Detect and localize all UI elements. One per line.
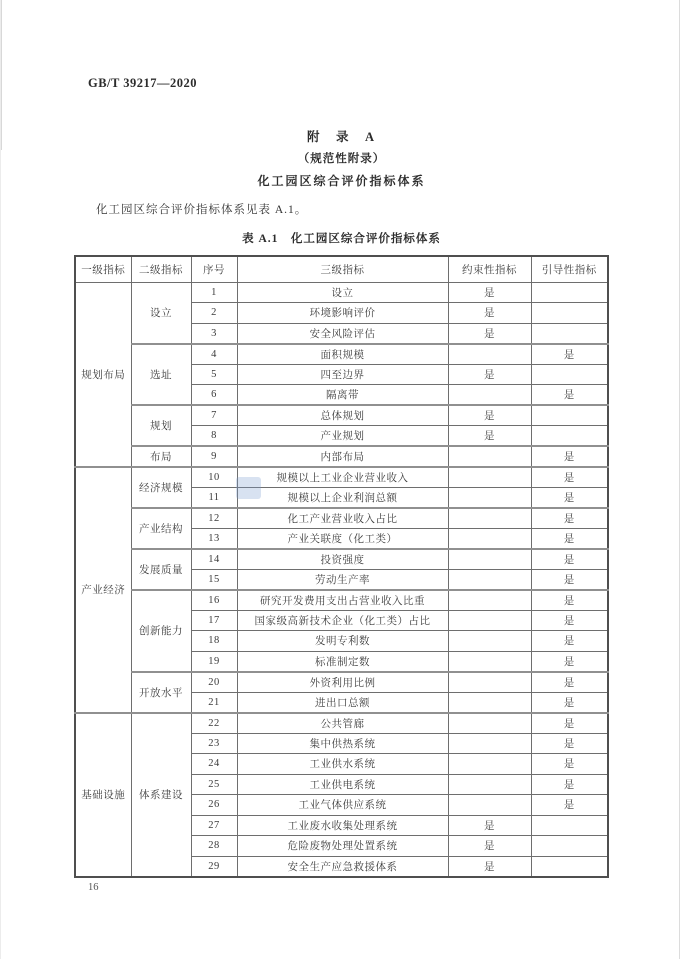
table-caption: 表 A.1 化工园区综合评价指标体系 (242, 233, 441, 245)
cell-level2-indicator: 创新能力 (131, 590, 191, 672)
intro-paragraph: 化工园区综合评价指标体系见表 A.1。 (96, 204, 308, 216)
cell-row-number: 19 (191, 651, 237, 672)
page-number: 16 (88, 882, 99, 893)
cell-constraint-flag (448, 795, 531, 816)
appendix-heading-block (0, 131, 683, 187)
cell-row-number: 24 (191, 754, 237, 775)
cell-row-number: 14 (191, 549, 237, 570)
header-no: 序号 (191, 256, 237, 282)
cell-constraint-flag (448, 508, 531, 529)
cell-row-number: 28 (191, 836, 237, 857)
header-level2: 二级指标 (131, 256, 191, 282)
cell-constraint-flag (448, 590, 531, 611)
cell-guiding-flag: 是 (531, 344, 608, 365)
header-constraint: 约束性指标 (448, 256, 531, 282)
cell-level3-indicator: 四至边界 (237, 364, 448, 385)
cell-level3-indicator: 产业规划 (237, 426, 448, 447)
cell-level3-indicator: 工业气体供应系统 (237, 795, 448, 816)
standard-number: GB/T 39217—2020 (88, 76, 198, 90)
cell-constraint-flag (448, 549, 531, 570)
cell-level2-indicator: 布局 (131, 446, 191, 467)
header-level3: 三级指标 (237, 256, 448, 282)
cell-level3-indicator: 内部布局 (237, 446, 448, 467)
cell-guiding-flag (531, 426, 608, 447)
cell-row-number: 5 (191, 364, 237, 385)
cell-level3-indicator: 化工产业营业收入占比 (237, 508, 448, 529)
cell-guiding-flag (531, 815, 608, 836)
cell-constraint-flag (448, 528, 531, 549)
cell-row-number: 10 (191, 467, 237, 488)
cell-row-number: 9 (191, 446, 237, 467)
cell-constraint-flag (448, 487, 531, 508)
cell-level2-indicator: 规划 (131, 405, 191, 446)
cell-guiding-flag (531, 405, 608, 426)
cell-row-number: 1 (191, 282, 237, 303)
cell-level2-indicator: 设立 (131, 282, 191, 344)
cell-row-number: 25 (191, 774, 237, 795)
cell-level2-indicator: 发展质量 (131, 549, 191, 590)
cell-level3-indicator: 设立 (237, 282, 448, 303)
appendix-title: 附 录 A (306, 130, 377, 144)
cell-level3-indicator: 劳动生产率 (237, 569, 448, 590)
cell-row-number: 29 (191, 856, 237, 877)
table-row (75, 672, 608, 693)
cell-level3-indicator: 国家级高新技术企业（化工类）占比 (237, 610, 448, 631)
cell-guiding-flag: 是 (531, 610, 608, 631)
cell-row-number: 18 (191, 631, 237, 652)
cell-guiding-flag: 是 (531, 467, 608, 488)
cell-constraint-flag (448, 692, 531, 713)
cell-level1-indicator: 基础设施 (75, 713, 131, 877)
appendix-section-heading: 化工园区综合评价指标体系 (257, 174, 426, 188)
cell-level3-indicator: 研究开发费用支出占营业收入比重 (237, 590, 448, 611)
cell-constraint-flag (448, 467, 531, 488)
cell-level3-indicator: 工业废水收集处理系统 (237, 815, 448, 836)
cell-guiding-flag: 是 (531, 795, 608, 816)
cell-level3-indicator: 发明专利数 (237, 631, 448, 652)
cell-guiding-flag: 是 (531, 631, 608, 652)
cell-row-number: 13 (191, 528, 237, 549)
cell-level3-indicator: 外资利用比例 (237, 672, 448, 693)
cell-level2-indicator: 经济规模 (131, 467, 191, 508)
table-row (75, 713, 608, 734)
table-row (75, 590, 608, 611)
cell-guiding-flag (531, 323, 608, 344)
table-row (75, 446, 608, 467)
table-row (75, 405, 608, 426)
cell-constraint-flag (448, 651, 531, 672)
cell-guiding-flag: 是 (531, 774, 608, 795)
cell-level3-indicator: 安全生产应急救援体系 (237, 856, 448, 877)
cell-row-number: 6 (191, 385, 237, 406)
cell-row-number: 27 (191, 815, 237, 836)
cell-constraint-flag (448, 754, 531, 775)
cell-level2-indicator: 选址 (131, 344, 191, 406)
cell-guiding-flag: 是 (531, 487, 608, 508)
cell-level3-indicator: 安全风险评估 (237, 323, 448, 344)
cell-constraint-flag: 是 (448, 856, 531, 877)
cell-constraint-flag (448, 774, 531, 795)
cell-guiding-flag: 是 (531, 569, 608, 590)
cell-constraint-flag: 是 (448, 815, 531, 836)
cell-level1-indicator: 规划布局 (75, 282, 131, 467)
table-row (75, 282, 608, 303)
cell-level3-indicator: 投资强度 (237, 549, 448, 570)
cell-guiding-flag (531, 282, 608, 303)
cell-row-number: 26 (191, 795, 237, 816)
cell-constraint-flag (448, 733, 531, 754)
cell-level1-indicator: 产业经济 (75, 467, 131, 713)
cell-constraint-flag: 是 (448, 303, 531, 324)
cell-row-number: 16 (191, 590, 237, 611)
cell-constraint-flag (448, 631, 531, 652)
cell-row-number: 7 (191, 405, 237, 426)
cell-guiding-flag: 是 (531, 549, 608, 570)
cell-guiding-flag: 是 (531, 590, 608, 611)
table-header-row (75, 256, 608, 282)
cell-row-number: 20 (191, 672, 237, 693)
cell-row-number: 23 (191, 733, 237, 754)
cell-level2-indicator: 产业结构 (131, 508, 191, 549)
indicator-table (74, 255, 609, 878)
cell-level3-indicator: 工业供水系统 (237, 754, 448, 775)
cell-guiding-flag: 是 (531, 508, 608, 529)
cell-constraint-flag: 是 (448, 836, 531, 857)
cell-level3-indicator: 工业供电系统 (237, 774, 448, 795)
cell-row-number: 11 (191, 487, 237, 508)
cell-level3-indicator: 公共管廊 (237, 713, 448, 734)
cell-level3-indicator: 产业关联度（化工类） (237, 528, 448, 549)
cell-constraint-flag: 是 (448, 426, 531, 447)
table-row (75, 344, 608, 365)
cell-level3-indicator: 隔离带 (237, 385, 448, 406)
cell-level3-indicator: 规模以上工业企业营业收入 (237, 467, 448, 488)
cell-guiding-flag (531, 364, 608, 385)
cell-level3-indicator: 总体规划 (237, 405, 448, 426)
cell-guiding-flag: 是 (531, 754, 608, 775)
cell-row-number: 15 (191, 569, 237, 590)
cell-level3-indicator: 集中供热系统 (237, 733, 448, 754)
cell-level2-indicator: 开放水平 (131, 672, 191, 713)
cell-guiding-flag: 是 (531, 385, 608, 406)
cell-guiding-flag: 是 (531, 692, 608, 713)
cell-row-number: 22 (191, 713, 237, 734)
cell-row-number: 17 (191, 610, 237, 631)
cell-level3-indicator: 进出口总额 (237, 692, 448, 713)
cell-row-number: 8 (191, 426, 237, 447)
cell-constraint-flag (448, 569, 531, 590)
table-row (75, 508, 608, 529)
cell-row-number: 2 (191, 303, 237, 324)
cell-guiding-flag: 是 (531, 528, 608, 549)
cell-guiding-flag (531, 303, 608, 324)
cell-guiding-flag: 是 (531, 651, 608, 672)
cell-constraint-flag: 是 (448, 364, 531, 385)
cell-constraint-flag (448, 385, 531, 406)
cell-guiding-flag: 是 (531, 713, 608, 734)
cell-row-number: 21 (191, 692, 237, 713)
table-row (75, 549, 608, 570)
cell-constraint-flag: 是 (448, 282, 531, 303)
cell-level2-indicator: 体系建设 (131, 713, 191, 877)
cell-level3-indicator: 标准制定数 (237, 651, 448, 672)
appendix-subtitle: （规范性附录） (297, 152, 386, 165)
cell-constraint-flag (448, 713, 531, 734)
cell-constraint-flag (448, 344, 531, 365)
cell-row-number: 4 (191, 344, 237, 365)
watermark-badge (236, 477, 261, 499)
cell-level3-indicator: 面积规模 (237, 344, 448, 365)
cell-level3-indicator: 规模以上企业利润总额 (237, 487, 448, 508)
table-row (75, 467, 608, 488)
cell-guiding-flag (531, 836, 608, 857)
cell-guiding-flag (531, 856, 608, 877)
cell-guiding-flag: 是 (531, 446, 608, 467)
header-guiding: 引导性指标 (531, 256, 608, 282)
cell-level3-indicator: 危险废物处理处置系统 (237, 836, 448, 857)
header-level1: 一级指标 (75, 256, 131, 282)
cell-constraint-flag (448, 672, 531, 693)
cell-guiding-flag: 是 (531, 733, 608, 754)
cell-constraint-flag: 是 (448, 323, 531, 344)
cell-constraint-flag (448, 446, 531, 467)
cell-row-number: 3 (191, 323, 237, 344)
cell-constraint-flag (448, 610, 531, 631)
cell-guiding-flag: 是 (531, 672, 608, 693)
cell-constraint-flag: 是 (448, 405, 531, 426)
cell-row-number: 12 (191, 508, 237, 529)
cell-level3-indicator: 环境影响评价 (237, 303, 448, 324)
